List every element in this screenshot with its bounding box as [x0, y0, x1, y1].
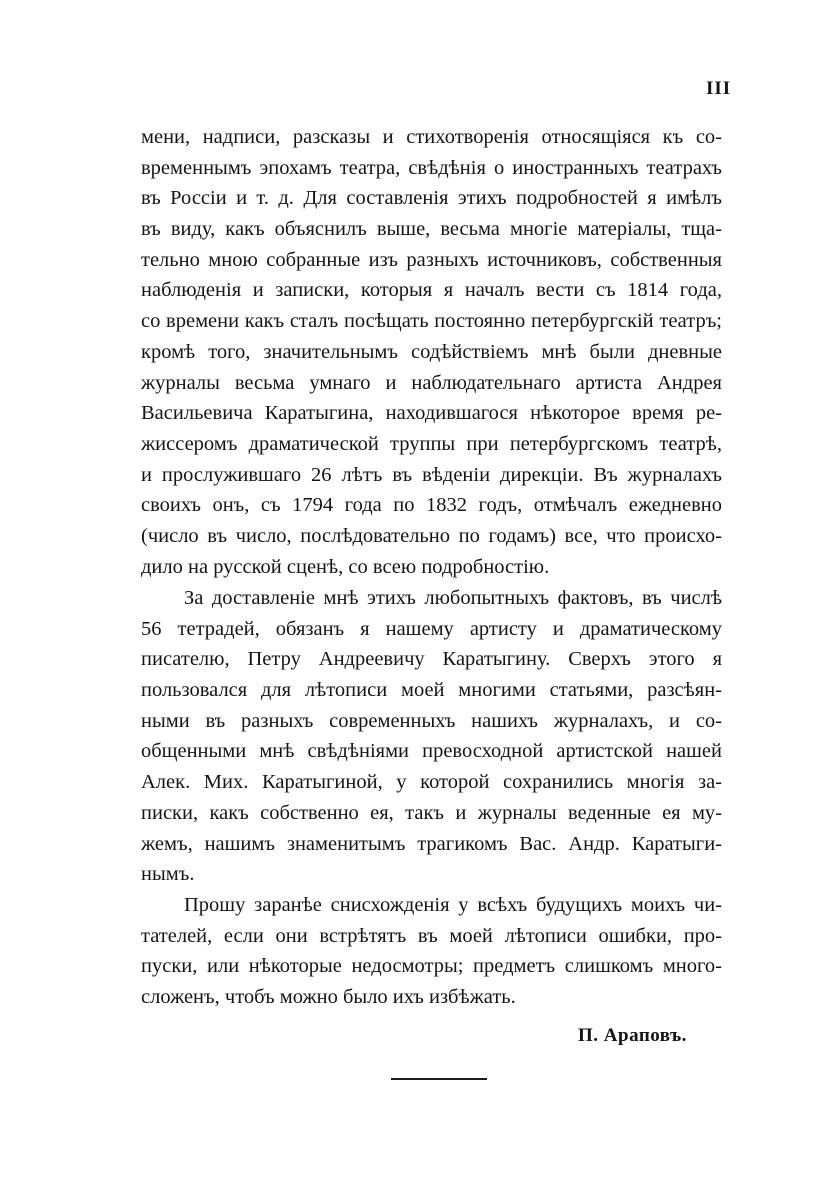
text-line: журналы весьма умнаго и наблюдательнаго артиста Андрея: [141, 371, 722, 394]
text-line: пуски, или нѣкоторые недосмотры; предметъ слишкомъ много-: [141, 955, 722, 978]
paragraph-3: [141, 890, 722, 1013]
text-line: пользовался для лѣтописи моей многими статьями, разсѣян-: [141, 679, 722, 702]
text-line: 56 тетрадей, обязанъ я нашему артисту и драматическому: [141, 617, 722, 640]
paragraph-2: [141, 583, 722, 890]
text-line: въ виду, какъ объяснилъ выше, весьма многіе матеріалы, тща-: [141, 218, 722, 241]
text-line: жиссеромъ драматической труппы при петербургскомъ театрѣ,: [141, 432, 722, 455]
text-line: тельно мною собранные изъ разныхъ источниковъ, собственныя: [141, 248, 722, 271]
text-line: Прошу заранѣе снисхожденія у всѣхъ будущихъ моихъ чи-: [184, 894, 722, 916]
text-line: временнымъ эпохамъ театра, свѣдѣнія о иностранныхъ театрахъ: [141, 156, 722, 179]
text-line: (число въ число, послѣдовательно по годамъ) все, что происхо-: [141, 524, 722, 547]
text-line: жемъ, нашимъ знаменитымъ трагикомъ Вас. Андр. Каратыги-: [141, 832, 722, 855]
text-line: и прослужившаго 26 лѣтъ въ вѣденіи дирекціи. Въ журналахъ: [141, 463, 722, 486]
text-line: кромѣ того, значительнымъ содѣйствіемъ мнѣ были дневные: [141, 340, 722, 363]
text-line: мени, надписи, разсказы и стихотворенія относящіяся къ со-: [141, 126, 722, 148]
paragraph-1: [141, 122, 722, 582]
text-line: наблюденія и записки, которыя я началъ вести съ 1814 года,: [141, 279, 722, 302]
text-line: писателю, Петру Андреевичу Каратыгину. Сверхъ этого я: [141, 648, 722, 671]
author-signature: П. Араповъ.: [578, 1025, 687, 1046]
page-number: III: [706, 78, 732, 99]
text-line: За доставленіе мнѣ этихъ любопытныхъ фактовъ, въ числѣ: [184, 587, 722, 609]
text-line: своихъ онъ, съ 1794 года по 1832 годъ, отмѣчалъ ежедневно: [141, 494, 722, 517]
text-line: нымъ.: [141, 863, 195, 886]
text-line: Алек. Мих. Каратыгиной, у которой сохранились многія за-: [141, 771, 722, 794]
text-line: Васильевича Каратыгина, находившагося нѣкоторое время ре-: [141, 402, 722, 425]
text-line: въ Россіи и т. д. Для составленія этихъ подробностей я имѣлъ: [141, 187, 722, 210]
text-line: сложенъ, чтобъ можно было ихъ избѣжать.: [141, 986, 516, 1009]
text-line: общенными мнѣ свѣдѣніями превосходной артистской нашей: [141, 740, 722, 763]
end-rule: [391, 1078, 487, 1080]
text-line: со времени какъ сталъ посѣщать постоянно петербургскій театръ;: [141, 310, 722, 333]
text-line: ными въ разныхъ современныхъ нашихъ журналахъ, и со-: [141, 709, 722, 732]
text-line: писки, какъ собственно ея, такъ и журналы веденные ея му-: [141, 801, 722, 824]
text-line: дило на русской сценѣ, со всею подробностію.: [141, 555, 550, 578]
text-line: тателей, если они встрѣтятъ въ моей лѣтописи ошибки, про-: [141, 924, 722, 947]
